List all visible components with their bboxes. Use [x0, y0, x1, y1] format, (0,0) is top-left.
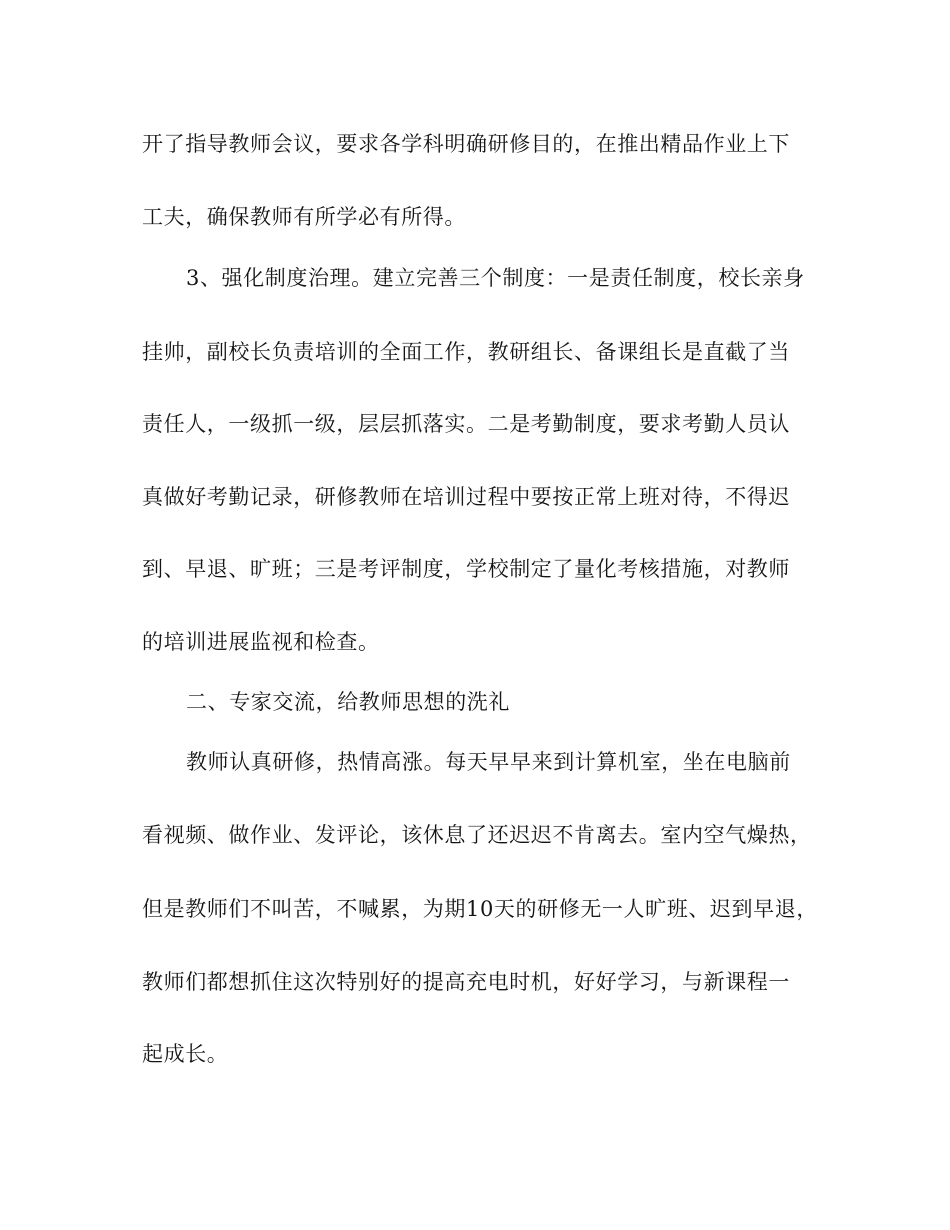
paragraph-line: 挂帅，副校长负责培训的全面工作，教研组长、备课组长是直截了当 [142, 340, 790, 364]
paragraph-line: 责任人，一级抓一级，层层抓落实。二是考勤制度，要求考勤人员认 [142, 412, 790, 436]
paragraph-line: 看视频、做作业、发评论，该休息了还迟迟不肯离去。室内空气燥热， [142, 823, 812, 847]
section-heading: 二、专家交流，给教师思想的洗礼 [186, 690, 510, 714]
paragraph-line: 起成长。 [142, 1042, 229, 1066]
paragraph-line: 真做好考勤记录，研修教师在培训过程中要按正常上班对待，不得迟 [142, 485, 790, 509]
paragraph-line: 3、强化制度治理。建立完善三个制度：一是责任制度，校长亲身 [186, 266, 805, 290]
paragraph-line: 到、早退、旷班；三是考评制度，学校制定了量化考核措施，对教师 [142, 557, 790, 581]
paragraph-line: 教师们都想抓住这次特别好的提高充电时机，好好学习，与新课程一 [142, 970, 790, 994]
paragraph-line: 但是教师们不叫苦，不喊累，为期10天的研修无一人旷班、迟到早退， [142, 897, 818, 921]
paragraph-line: 的培训进展监视和检查。 [142, 630, 380, 654]
paragraph-line: 开了指导教师会议，要求各学科明确研修目的，在推出精品作业上下 [142, 132, 790, 156]
paragraph-line: 教师认真研修，热情高涨。每天早早来到计算机室，坐在电脑前 [186, 750, 791, 774]
paragraph-line: 工夫，确保教师有所学必有所得。 [142, 205, 466, 229]
